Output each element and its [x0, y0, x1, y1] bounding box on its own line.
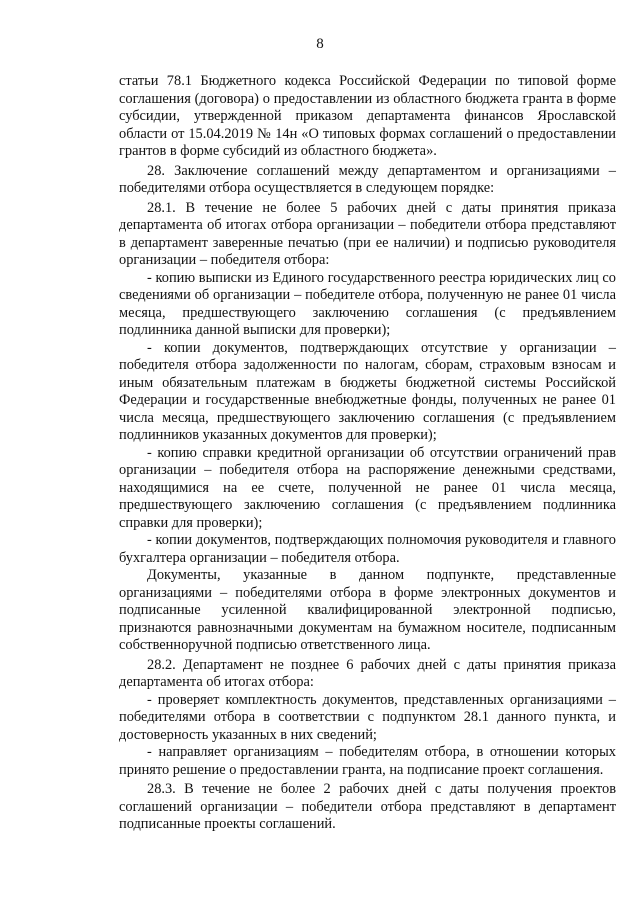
page-number: 8 [316, 36, 324, 52]
list-item-sends-draft: - направляет организациям – победителям отбора, в отношении которых принято решение о предоставлении гранта, на подписание проект соглашения. [119, 744, 616, 778]
paragraph-28-2: 28.2. Департамент не позднее 6 рабочих дней с даты принятия приказа департамента об итогах отбора: [119, 656, 616, 690]
list-item-tax-debt-documents: - копии документов, подтверждающих отсутствие у организации – победителя отбора задолженности по налогам, сборам, страховым взносам и иным обязательным платежам в бюджеты бюджетной системы Российской Федерации и государственные внебюджетные фонды, полученных не ранее 01 числа месяца, предшествующего заключению соглашения (с предъявлением подлинников указанных документов для проверки); [119, 339, 616, 443]
paragraph-electronic-documents: Документы, указанные в данном подпункте, представленные организациями – победителями отбора в форме электронных документов и подписанные усиленной квалифицированной электронной подписью, признаются равнозначными документам на бумажном носителе, подписанным собственноручной подписью ответственного лица. [119, 567, 616, 653]
paragraph-28: 28. Заключение соглашений между департаментом и организациями – победителями отбора осуществляется в следующем порядке: [119, 162, 616, 196]
list-item-bank-certificate: - копию справки кредитной организации об отсутствии ограничений прав организации – победителя отбора на распоряжение денежными средствами, находящимися на ее счете, полученной не ранее 01 числа месяца, предшествующего заключению соглашения (с предъявлением подлинника справки для проверки); [119, 444, 616, 531]
paragraph-28-3: 28.3. В течение не более 2 рабочих дней с даты получения проектов соглашений организации – победители отбора представляют в департамент подписанные проекты соглашений. [119, 781, 616, 832]
paragraph-continuation: статьи 78.1 Бюджетного кодекса Российской Федерации по типовой форме соглашения (договора) о предоставлении из областного бюджета гранта в форме субсидии, утвержденной приказом департамента финансов Ярославской области от 15.04.2019 № 14н «О типовых формах соглашений о предоставлении грантов в форме субсидий из областного бюджета». [119, 73, 616, 159]
list-item-authority-documents: - копии документов, подтверждающих полномочия руководителя и главного бухгалтера организации – победителя отбора. [119, 532, 616, 566]
list-item-checks-completeness: - проверяет комплектность документов, представленных организациями – победителями отбора в соответствии с подпунктом 28.1 данного пункта, и достоверность указанных в них сведений; [119, 691, 616, 743]
document-body [119, 73, 616, 834]
paragraph-28-1: 28.1. В течение не более 5 рабочих дней с даты принятия приказа департамента об итогах отбора организации – победители отбора представляют в департамент заверенные печатью (при ее наличии) и подписью руководителя организации – победителя отбора: [119, 199, 616, 268]
list-item-egrul-extract: - копию выписки из Единого государственного реестра юридических лиц со сведениями об организации – победителе отбора, полученную не ранее 01 числа месяца, предшествующего заключению соглашения (с предъявлением подлинника данной выписки для проверки); [119, 269, 616, 338]
